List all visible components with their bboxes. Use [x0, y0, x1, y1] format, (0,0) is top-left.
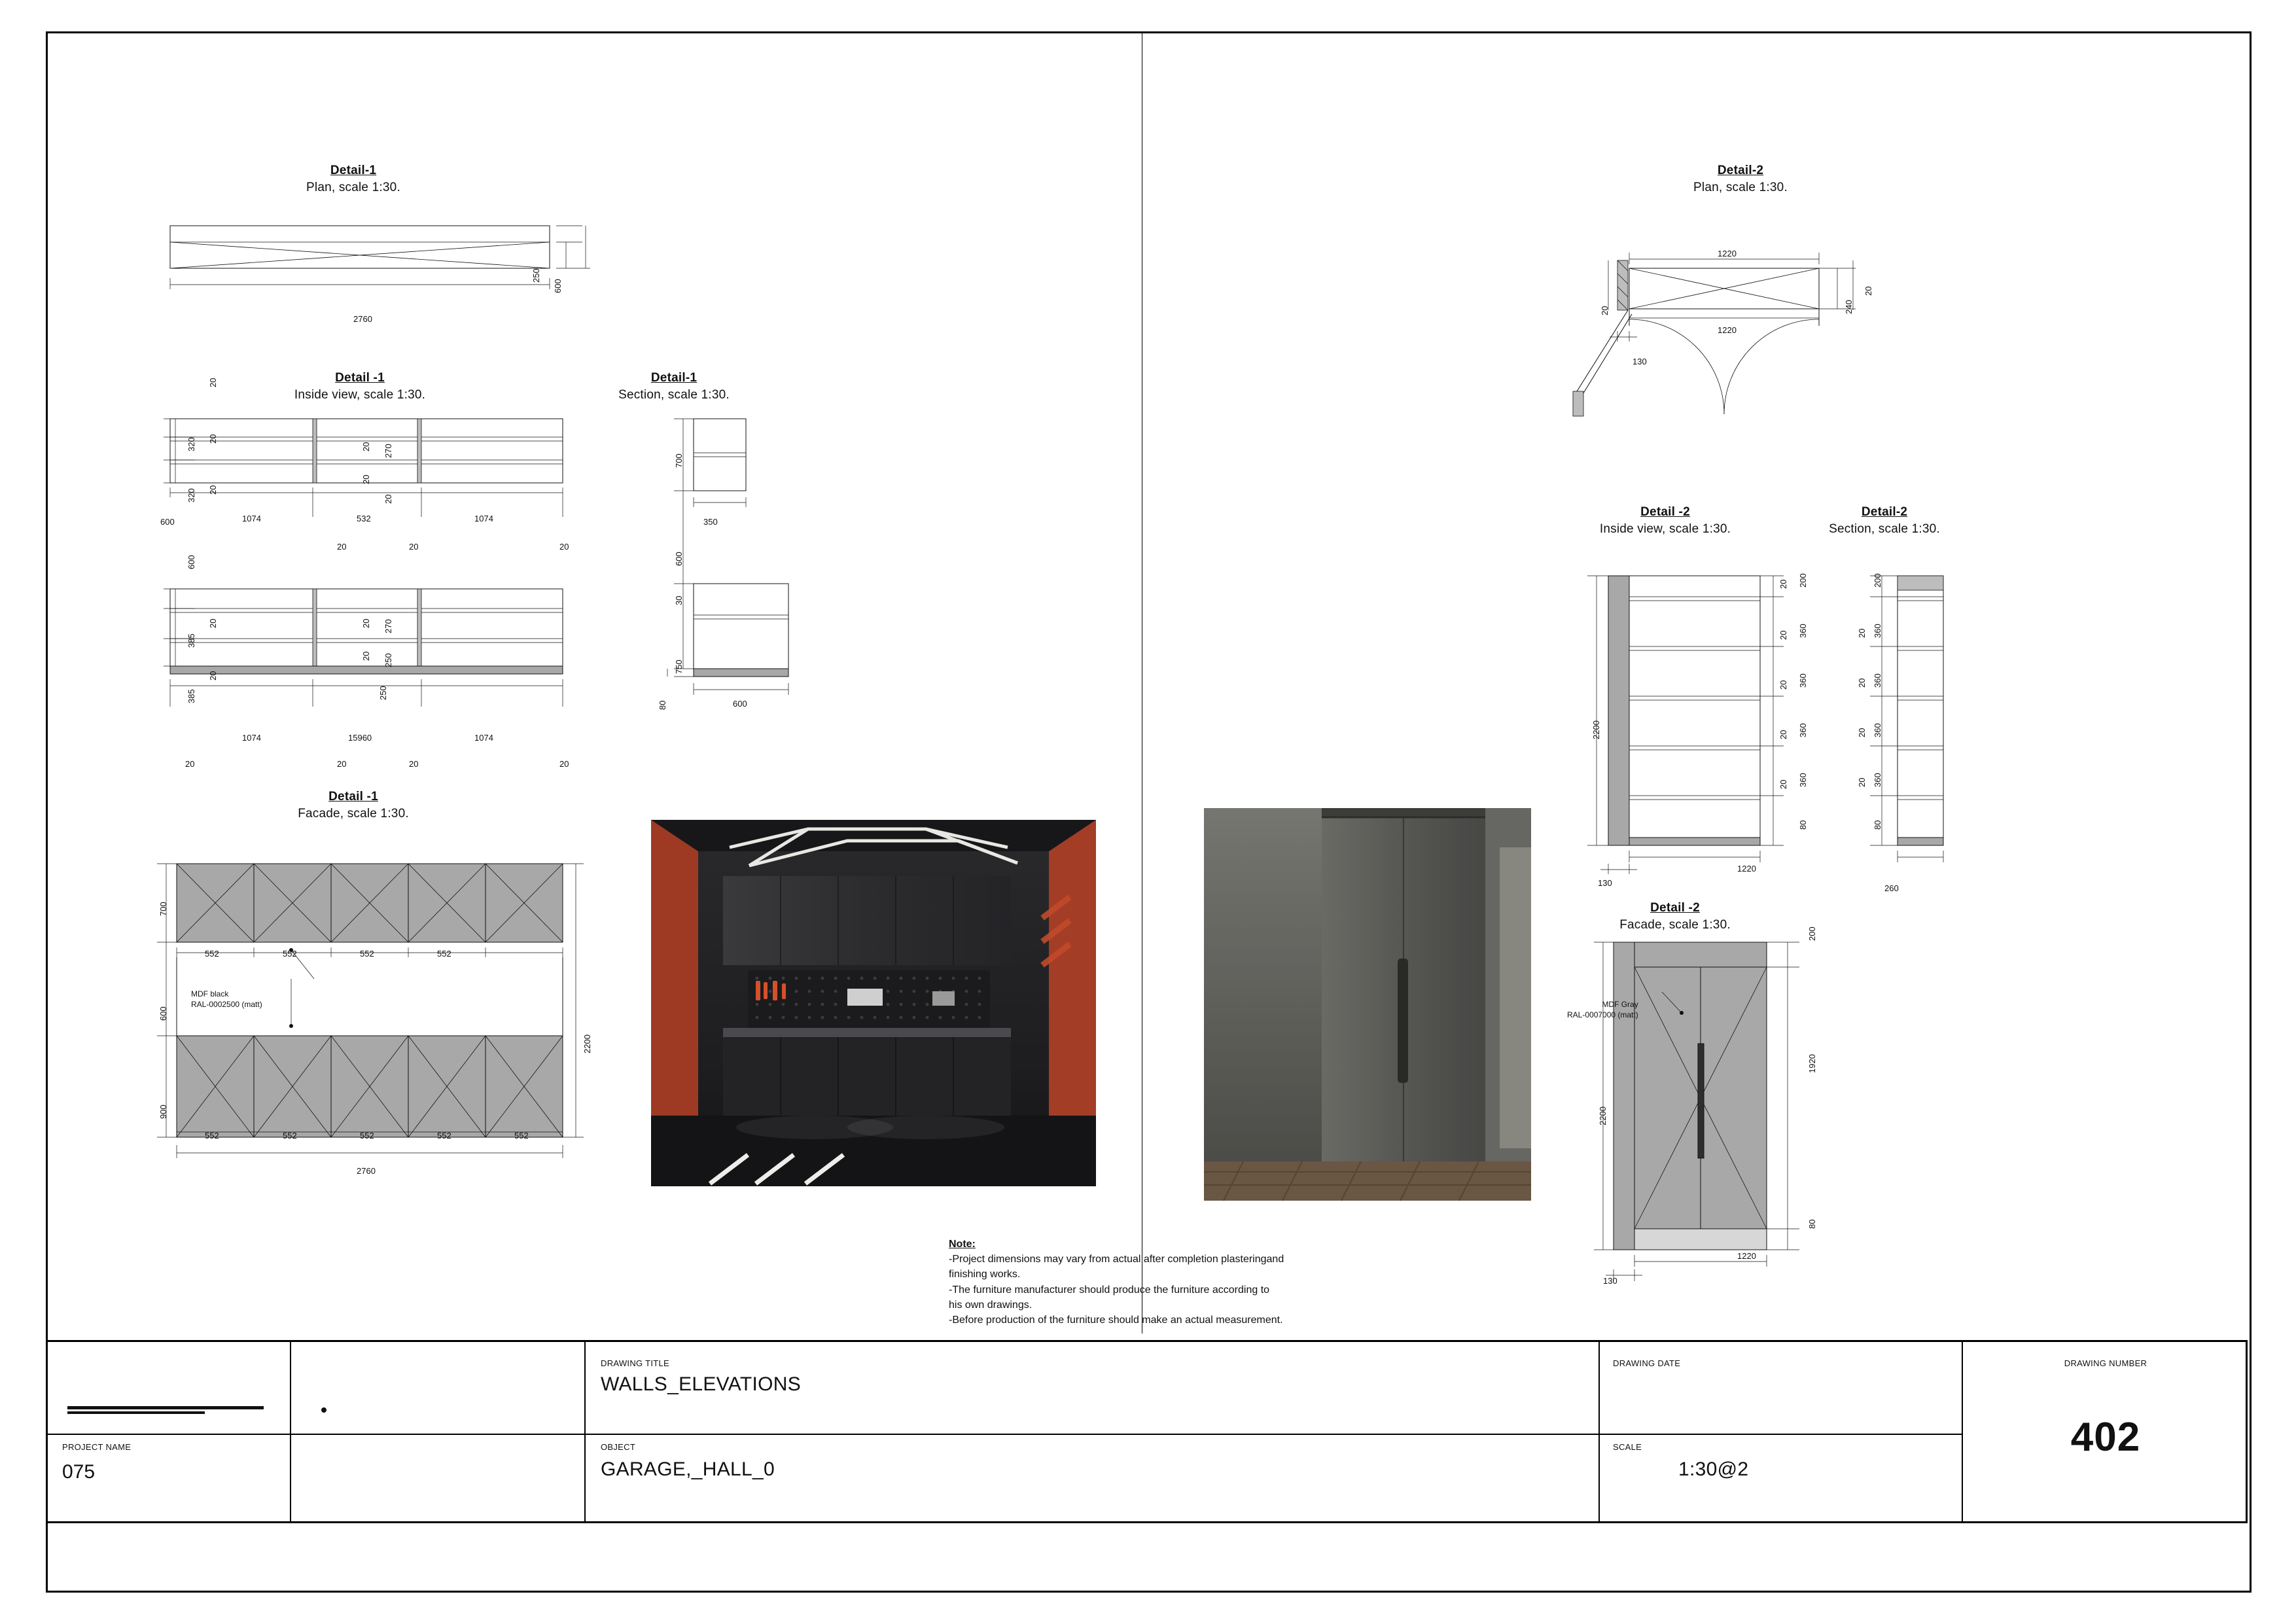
dim-d1l-h5: 250 [378, 686, 388, 700]
detail2-facade-drawing [1583, 929, 1819, 1296]
dim-d1l-h3: 270 [383, 619, 393, 633]
dim-d1u-w1: 1074 [242, 514, 261, 523]
dim-d1l-h4: 250 [383, 653, 393, 667]
dim-d1s-30: 30 [674, 595, 684, 605]
note-line-5: -Before production of the furniture should make an actual measurement. [949, 1314, 1283, 1326]
dim-d2f-top: 200 [1807, 927, 1817, 941]
object-caption: OBJECT [601, 1442, 636, 1452]
dim-d1l-g4: 20 [559, 759, 569, 769]
dim-d1u-g2: 20 [409, 542, 419, 552]
dim-d1plan-depth-inner: 250 [531, 268, 541, 283]
dim-d2i-bottom: 80 [1798, 820, 1808, 830]
note-heading: Note: [949, 1239, 976, 1250]
dim-d1l-w2: 15960 [348, 733, 372, 743]
scale-value: 1:30@2 [1678, 1458, 1749, 1480]
dim-d1plan-depth-outer: 600 [553, 279, 563, 293]
dim-d1l-t3: 20 [361, 618, 371, 628]
dim-d1u-w2: 532 [357, 514, 371, 523]
dim-d1f-w3: 552 [360, 949, 374, 959]
tb-divider-4 [1962, 1342, 1963, 1521]
dim-d1u-h3: 270 [383, 444, 393, 458]
project-name-value: 075 [62, 1461, 96, 1483]
note-block [949, 1237, 1381, 1328]
dim-d2plan-t2: 20 [1863, 286, 1873, 296]
dim-d1s-600b: 600 [733, 699, 747, 709]
dim-d1f-w1: 552 [205, 949, 219, 959]
dim-d2i-offset: 130 [1598, 878, 1612, 888]
dim-d1u-w3: 1074 [474, 514, 493, 523]
dim-d2s-t1: 20 [1857, 628, 1867, 638]
dim-d2i-top: 200 [1798, 573, 1808, 588]
dim-d1u-t3: 20 [208, 485, 218, 495]
dim-d1plan-width: 2760 [353, 314, 372, 324]
company-logo [67, 1355, 277, 1421]
dim-d2s-depth: 260 [1884, 883, 1899, 893]
dim-d1f-bw1: 552 [205, 1131, 219, 1140]
dim-d1f-total: 2760 [357, 1166, 376, 1176]
note-line-4: his own drawings. [949, 1299, 1033, 1311]
title-detail2-inside: Detail -2 Inside view, scale 1:30. [1599, 505, 1731, 536]
render-photo-hall [1204, 808, 1531, 1201]
dim-d1l-g3: 20 [409, 759, 419, 769]
title-detail2-plan: Detail-2 Plan, scale 1:30. [1693, 164, 1788, 194]
dim-d1s-600: 600 [674, 552, 684, 566]
detail2-inside-drawing [1577, 569, 1793, 877]
dim-d2plan-width-inner: 1220 [1718, 325, 1737, 335]
dim-d2i-t0: 20 [1778, 579, 1788, 589]
drawing-date-caption: DRAWING DATE [1613, 1358, 1681, 1368]
dim-d2f-width: 1220 [1737, 1251, 1756, 1261]
drawing-title-caption: DRAWING TITLE [601, 1358, 670, 1368]
dim-d1u-t5: 20 [361, 474, 371, 484]
dim-d1f-bw5: 552 [514, 1131, 529, 1140]
dim-d1f-600: 600 [158, 1006, 168, 1021]
dim-d1u-g3: 20 [559, 542, 569, 552]
dim-d2i-s2: 360 [1798, 673, 1808, 688]
dim-d1s-700: 700 [674, 453, 684, 468]
dim-d1f-bw2: 552 [283, 1131, 297, 1140]
dim-d1u-t1: 20 [208, 378, 218, 387]
object-value: GARAGE,_HALL_0 [601, 1458, 775, 1480]
dim-d2i-2200: 2200 [1591, 720, 1601, 739]
dim-d1s-80: 80 [658, 700, 667, 710]
scale-caption: SCALE [1613, 1442, 1642, 1452]
dim-d2i-t1: 20 [1778, 630, 1788, 640]
dim-d2s-t4: 20 [1857, 777, 1867, 787]
dim-d2plan-offset: 130 [1633, 357, 1647, 366]
dim-d1u-left600: 600 [160, 517, 175, 527]
dim-d1l-w1: 1074 [242, 733, 261, 743]
detail1-inside-upper [164, 406, 582, 530]
title-detail1-plan: Detail-1 Plan, scale 1:30. [306, 164, 400, 194]
tb-divider-h [48, 1434, 1962, 1435]
dim-d1u-h4: 20 [383, 494, 393, 504]
title-detail1-section: Detail-1 Section, scale 1:30. [618, 371, 730, 402]
detail1-inside-lower [164, 576, 582, 726]
tb-divider-2 [584, 1342, 586, 1521]
detail1-plan-drawing [164, 216, 595, 308]
title-detail2-facade: Detail -2 Facade, scale 1:30. [1619, 901, 1731, 932]
dim-d2i-width: 1220 [1737, 864, 1756, 874]
drawing-number-value: 402 [2070, 1415, 2141, 1460]
dim-d2f-mid: 1920 [1807, 1054, 1817, 1073]
tb-divider-1 [290, 1342, 291, 1521]
note-line-1: -Project dimensions may vary from actual after completion plasteringand [949, 1254, 1284, 1265]
dim-d1l-g2: 20 [337, 759, 347, 769]
dim-d2s-bottom: 80 [1873, 820, 1882, 830]
dim-d2s-s3: 360 [1873, 723, 1882, 737]
note-line-3: -The furniture manufacturer should produce the furniture according to [949, 1284, 1270, 1296]
dim-d2plan-width-top: 1220 [1718, 249, 1737, 258]
dim-d1s-750: 750 [674, 660, 684, 674]
dim-d1l-g1: 20 [185, 759, 195, 769]
render-photo-garage [651, 820, 1096, 1186]
drawing-number-caption: DRAWING NUMBER [2064, 1358, 2147, 1368]
material-label-detail1: MDF black RAL-0002500 (matt) [191, 989, 262, 1009]
dim-d2s-t3: 20 [1857, 728, 1867, 737]
title-block [46, 1340, 2248, 1523]
dim-d1l-w3: 1074 [474, 733, 493, 743]
dim-d1u-600b: 600 [186, 555, 196, 569]
detail1-facade-drawing [157, 851, 602, 1191]
dim-d2f-total: 2200 [1598, 1106, 1608, 1125]
dim-d1l-t2: 20 [208, 671, 218, 680]
project-name-caption: PROJECT NAME [62, 1442, 132, 1452]
dim-d2i-t2: 20 [1778, 680, 1788, 690]
dim-d2i-s3: 360 [1798, 723, 1808, 737]
dim-d1f-bw4: 552 [437, 1131, 451, 1140]
dim-d2i-s1: 360 [1798, 624, 1808, 638]
dim-d2s-s1: 360 [1873, 624, 1882, 638]
dim-d1s-350: 350 [703, 517, 718, 527]
dim-d2plan-depth: 240 [1844, 300, 1854, 314]
dim-d2f-bottom: 80 [1807, 1219, 1817, 1229]
material-label-detail2: MDF Gray RAL-0007000 (matt) [1567, 1000, 1638, 1019]
dim-d1l-t4: 20 [361, 651, 371, 661]
dim-d2f-offset: 130 [1603, 1276, 1617, 1286]
title-detail1-inside: Detail -1 Inside view, scale 1:30. [294, 371, 426, 402]
dim-d1f-w4: 552 [437, 949, 451, 959]
dim-d1f-2200: 2200 [582, 1034, 592, 1053]
dim-d2s-s4: 360 [1873, 773, 1882, 787]
dim-d1u-t2: 20 [208, 434, 218, 444]
dim-d2s-t2: 20 [1857, 678, 1867, 688]
title-detail2-section: Detail-2 Section, scale 1:30. [1829, 505, 1940, 536]
dim-d2i-s4: 360 [1798, 773, 1808, 787]
tb-divider-3 [1598, 1342, 1600, 1521]
dim-d1l-h2: 385 [186, 689, 196, 703]
detail2-plan-drawing [1557, 242, 1898, 458]
dim-d1f-w2: 552 [283, 949, 297, 959]
dim-d2i-t4: 20 [1778, 779, 1788, 789]
dim-d1u-g1: 20 [337, 542, 347, 552]
dim-d2s-s2: 360 [1873, 673, 1882, 688]
dim-d1u-t4: 20 [361, 442, 371, 451]
dim-d1u-h1: 320 [186, 437, 196, 451]
dim-d2plan-t1: 20 [1600, 306, 1610, 315]
note-line-2: finishing works. [949, 1269, 1021, 1280]
title-detail1-facade: Detail -1 Facade, scale 1:30. [298, 790, 409, 821]
dim-d1f-900: 900 [158, 1104, 168, 1119]
dim-d2s-top: 200 [1873, 573, 1882, 588]
dim-d1u-h2: 320 [186, 488, 196, 503]
dim-d1f-700: 700 [158, 902, 168, 916]
dim-d1l-t1: 20 [208, 618, 218, 628]
dim-d1f-bw3: 552 [360, 1131, 374, 1140]
dim-d1l-h1: 385 [186, 633, 196, 648]
drawing-title-value: WALLS_ELEVATIONS [601, 1373, 802, 1395]
dim-d2i-t3: 20 [1778, 730, 1788, 739]
